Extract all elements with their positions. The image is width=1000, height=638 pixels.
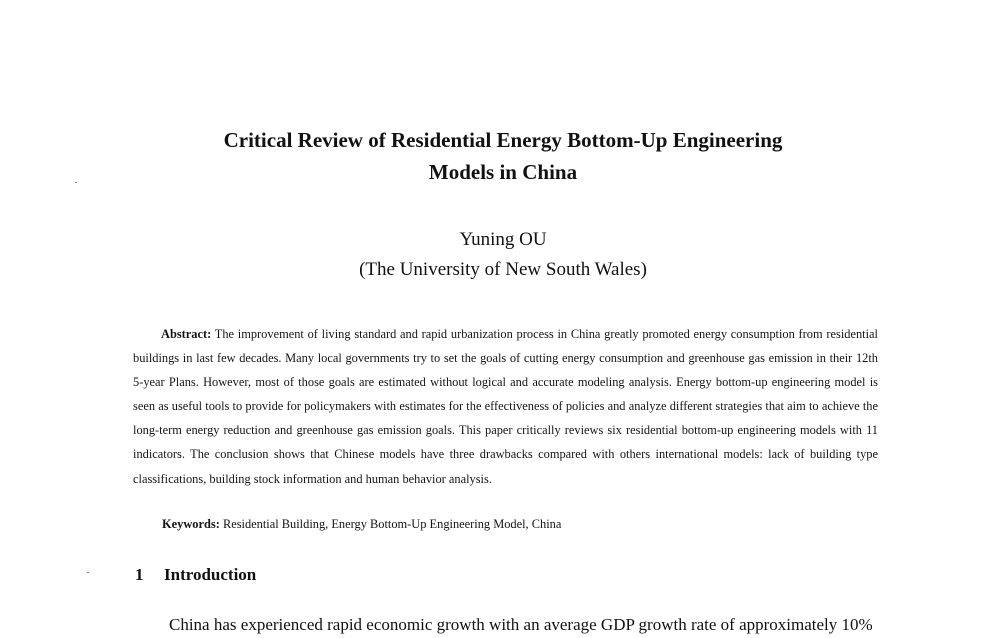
section-number: 1 bbox=[135, 565, 144, 584]
paper-title bbox=[150, 124, 856, 188]
section-heading-introduction bbox=[135, 562, 256, 588]
abstract-text: The improvement of living standard and rapid urbanization process in China greatly promoted energy consumption from residential buildings in last few decades. Many local governments try to set the goals of cutting energy consumption and greenhouse gas emission in their 12th 5-year Plans. However, most of those goals are estimated without logical and accurate modeling analysis. Energy bottom-up engineering model is seen as useful tools to provide for policymakers with estimates for the effectiveness of policies and analyze different strategies that aim to achieve the long-term energy reduction and greenhouse gas emission goals. This paper critically reviews six residential bottom-up engineering models with 11 indicators. The conclusion shows that Chinese models have three drawbacks compared with others international models: lack of building type classifications, building stock information and human behavior analysis. bbox=[133, 327, 878, 486]
title-line-2: Models in China bbox=[428, 160, 578, 184]
author-affiliation: (The University of New South Wales) bbox=[359, 259, 647, 280]
section-title: Introduction bbox=[164, 565, 257, 584]
author-name: Yuning OU bbox=[459, 229, 547, 250]
abstract-label: Abstract: bbox=[161, 327, 212, 341]
intro-paragraph: China has experienced rapid economic growth with an average GDP growth rate of approximately 10% bbox=[169, 615, 873, 634]
keywords-label: Keywords: bbox=[162, 517, 220, 531]
title-line-1: Critical Review of Residential Energy Bottom-Up Engineering bbox=[223, 128, 783, 152]
keywords-text: Residential Building, Energy Bottom-Up Engineering Model, China bbox=[222, 517, 562, 531]
keywords bbox=[162, 512, 561, 536]
abstract bbox=[133, 322, 878, 491]
scan-artifact bbox=[75, 182, 77, 183]
scan-artifact bbox=[87, 572, 89, 573]
